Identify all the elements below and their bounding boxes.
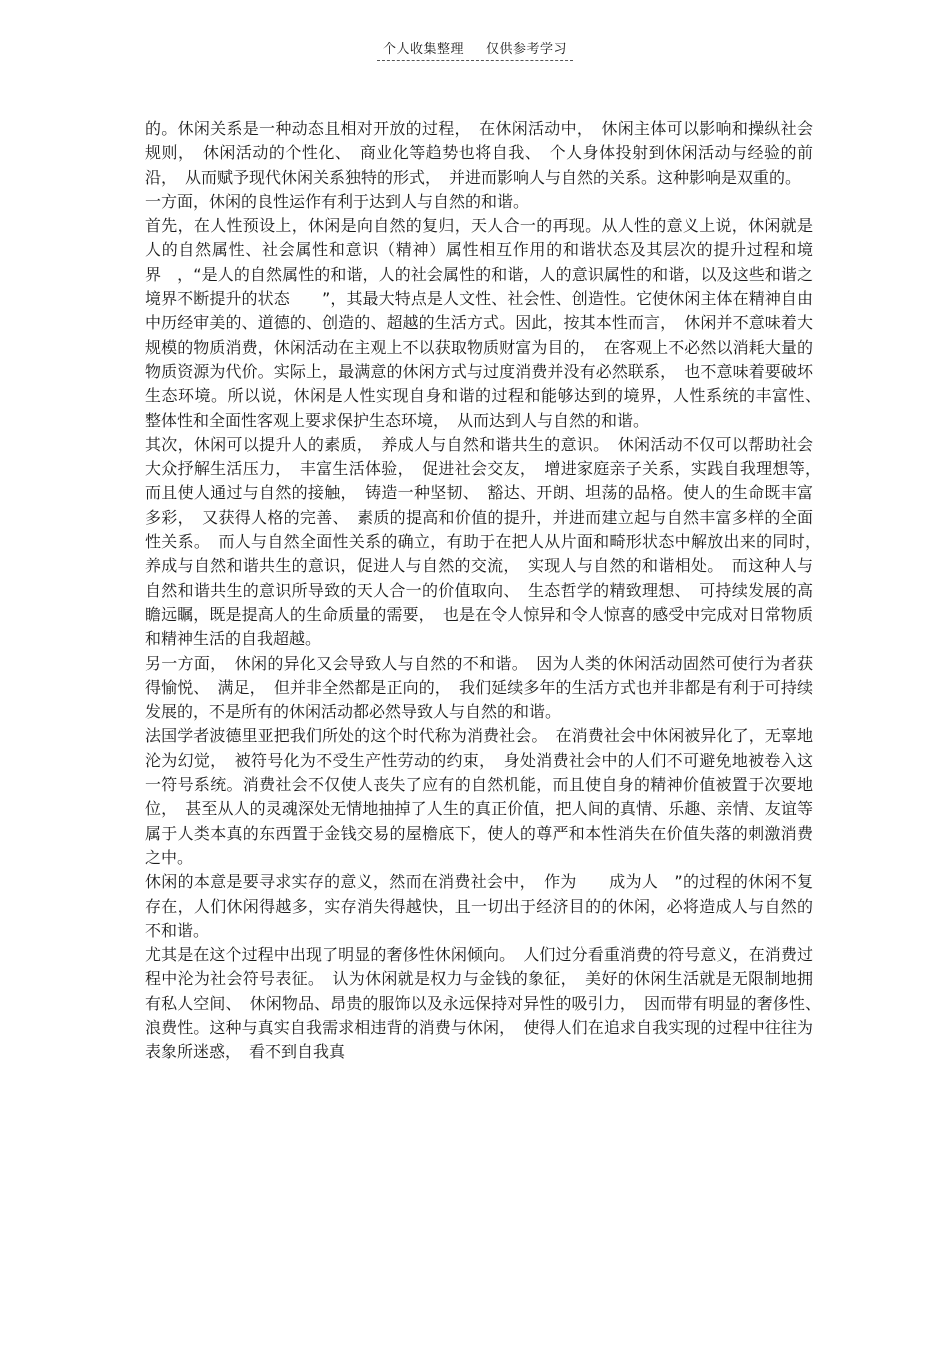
paragraph: 法国学者波德里亚把我们所处的这个时代称为消费社会。 在消费社会中休闲被异化了，无辜地沦为幻觉， 被符号化为不受生产性劳动的约束， 身处消费社会中的人们不可避免地被卷入这一符号系统。消费社会不仅使人丧失了应有的自然机能，而且使自身的精神价值被置于次要地位， 甚至从人的灵魂深处无情地抽掉了人生的真正价值，把人间的真情、乐趣、亲情、友谊等属于人类本真的东西置于金钱交易的屋檐底下，使人的尊严和本性消失在价值失落的刺激消费之中。 (145, 726, 813, 867)
paragraph: 首先，在人性预设上，休闲是向自然的复归，天人合一的再现。从人性的意义上说，休闲就是人的自然属性、社会属性和意识（精神）属性相互作用的和谐状态及其层次的提升过程和境界 ，“是人的自然属性的和谐，人的社会属性的和谐，人的意识属性的和谐，以及这些和谐之境界不断提升的状态 ”，其最大特点是人文性、社会性、创造性。它使休闲主体在精神自由中历经审美的、道德的、创造的、超越的生活方式。因此，按其本性而言， 休闲并不意味着大规模的物质消费，休闲活动在主观上不以获取物质财富为目的， 在客观上不必然以消耗大量的物质资源为代价。实际上，最满意的休闲方式与过度消费并没有必然联系， 也不意味着要破坏生态环境。所以说，休闲是人性实现自身和谐的过程和能够达到的境界，人性系统的丰富性、 整体性和全面性客观上要求保护生态环境， 从而达到人与自然的和谐。 (145, 216, 830, 430)
document-body (145, 117, 830, 1065)
header-text (377, 38, 573, 61)
paragraph: 尤其是在这个过程中出现了明显的奢侈性休闲倾向。 人们过分看重消费的符号意义，在消费过程中沦为社会符号表征。 认为休闲就是权力与金钱的象征， 美好的休闲生活就是无限制地拥有私人空间、 休闲物品、昂贵的服饰以及永远保持对异性的吸引力， 因而带有明显的奢侈性、 浪费性。这种与真实自我需求相违背的消费与休闲， 使得人们在追求自我实现的过程中往往为表象所迷惑， 看不到自我真 (145, 945, 830, 1062)
paragraph: 的。休闲关系是一种动态且相对开放的过程， 在休闲活动中， 休闲主体可以影响和操纵社会规则， 休闲活动的个性化、 商业化等趋势也将自我、 个人身体投射到休闲活动与经验的前沿， 从而赋予现代休闲关系独特的形式， 并进而影响人与自然的关系。这种影响是双重的。 (145, 119, 813, 187)
header-left-text: 个人收集整理 (382, 42, 464, 57)
page-header (0, 38, 950, 61)
paragraph: 一方面，休闲的良性运作有利于达到人与自然的和谐。 (145, 191, 530, 211)
paragraph: 休闲的本意是要寻求实存的意义，然而在消费社会中， 作为 成为人 ”的过程的休闲不复存在，人们休闲得越多，实存消失得越快，且一切出于经济目的的休闲，必将造成人与自然的不和谐。 (145, 872, 813, 940)
paragraph: 另一方面， 休闲的异化又会导致人与自然的不和谐。 因为人类的休闲活动固然可使行为者获得愉悦、 满足， 但并非全然都是正向的， 我们延续多年的生活方式也并非都是有利于可持续发展的，不是所有的休闲活动都必然导致人与自然的和谐。 (145, 653, 813, 722)
paragraph: 其次，休闲可以提升人的素质， 养成人与自然和谐共生的意识。 休闲活动不仅可以帮助社会大众抒解生活压力， 丰富生活体验， 促进社会交友， 增进家庭亲子关系，实践自我理想等， 而且使人通过与自然的接触， 铸造一种坚韧、 豁达、开朗、坦荡的品格。使人的生命既丰富多彩， 又获得人格的完善、 素质的提高和价值的提升，并进而建立起与自然丰富多样的全面性关系。 而人与自然全面性关系的确立，有助于在把人从片面和畸形状态中解放出来的同时， 养成与自然和谐共生的意识，促进人与自然的交流， 实现人与自然的和谐相处。 而这种人与自然和谐共生的意识所导致的天人合一的价值取向、 生态哲学的精致理想、 可持续发展的高瞻远瞩，既是提高人的生命质量的需要， 也是在令人惊异和令人惊喜的感受中完成对日常物质和精神生活的自我超越。 (145, 434, 830, 649)
header-right-text: 仅供参考学习 (486, 42, 568, 57)
